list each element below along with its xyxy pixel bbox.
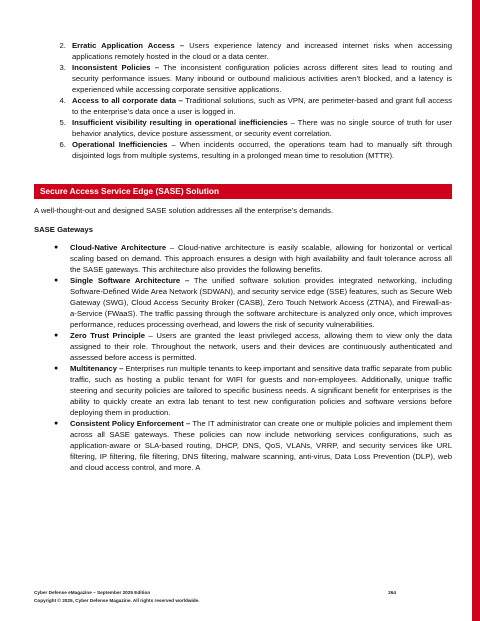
bullet-icon: ● [54, 277, 59, 284]
list-item: ● Cloud-Native Architecture – Cloud-native architecture is easily scalable, allowing for horizontal or vertical scaling based on demand. This approach ensures a design with high availability and fault tolerance across all the SASE gateways. This architecture also provides the following benefits. [54, 243, 452, 274]
list-item: ● Single Software Architecture – The unified software solution provides integrated networking, including Software-Defined Wide Area Network (SDWAN), and security service edge (SSE) features, such as Secure Web Gateway (SWG), Cloud Access Security Broker (CASB), Zero Touch Network Access (ZTNA), and Firewall-as-a-Service (FWaaS). The traffic passing through the software architecture is analyzed only once, which improves performance, reduces processing overhead, and lowers the risk of security vulnerabilities. [54, 276, 452, 329]
article-body [34, 40, 452, 473]
footer-edition: Cyber Defense eMagazine – September 2025 Edition [34, 590, 151, 595]
list-item: 3. Inconsistent Policies – The inconsistent configuration policies across different sites lead to routing and security performance issues. Many inbound or outbound malicious activities aren’t blocked, and a latency is experienced while accessing corporate sensitive applications. [68, 62, 452, 95]
list-item: ● Multitenancy – Enterprises run multiple tenants to keep important and sensitive data traffic separate from public traffic, such as hosting a public tenant for WIFI for guests and non-employees. Additionally, unique traffic steering and security policies are tailored to specific business needs. A significant benefit for enterprises is the ability to quickly create an extra lab tenant to test new configuration policies and software versions before deploying them in production. [54, 364, 452, 417]
subheading: SASE Gateways [34, 225, 93, 234]
gateway-features-list [34, 242, 452, 473]
section-heading: Secure Access Service Edge (SASE) Solution [34, 184, 452, 199]
list-item: 6. Operational Inefficiencies – When incidents occurred, the operations team had to manually sift through disjointed logs from multiple systems, resulting in a prolonged mean time to resolution (MTTR). [68, 139, 452, 161]
bullet-icon: ● [54, 244, 59, 251]
list-item: 4. Access to all corporate data – Traditional solutions, such as VPN, are perimeter-based and grant full access to the enterprise’s data once a user is logged in. [68, 95, 452, 117]
page-number: 264 [388, 590, 396, 595]
footer-copyright: Copyright © 2025, Cyber Defense Magazine. All rights reserved worldwide. [34, 598, 200, 603]
challenges-list [34, 40, 452, 161]
list-item: ● Zero Trust Principle – Users are granted the least privileged access, allowing them to view only the data assigned to their role. Throughout the network, users and their devices are continuously authenticated and assessed before access is permitted. [54, 331, 452, 362]
bullet-icon: ● [54, 365, 59, 372]
intro-paragraph: A well-thought-out and designed SASE solution addresses all the enterprise’s demands. [34, 206, 334, 215]
bullet-icon: ● [54, 420, 59, 427]
accent-side-bar [472, 0, 480, 621]
bullet-icon: ● [54, 332, 59, 339]
list-item: ● Consistent Policy Enforcement – The IT administrator can create one or multiple policies and implement them across all SASE gateways. These policies can now include networking services configurations, such as application-aware or SLA-based routing, DHCP, DNS, QoS, VLANs, VRRP, and security services like URL filtering, IP filtering, file filtering, DNS filtering, malware scanning, anti-virus, Data Loss Prevention (DLP), web and cloud access control, and more. A [54, 419, 452, 472]
list-item: 5. Insufficient visibility resulting in operational inefficiencies – There was no single source of truth for user behavior analytics, device posture assessment, or security event correlation. [68, 117, 452, 139]
page-footer [34, 589, 452, 605]
list-item: 2. Erratic Application Access – Users experience latency and increased internet risks when accessing applications remotely hosted in the cloud or a data center. [68, 40, 452, 62]
